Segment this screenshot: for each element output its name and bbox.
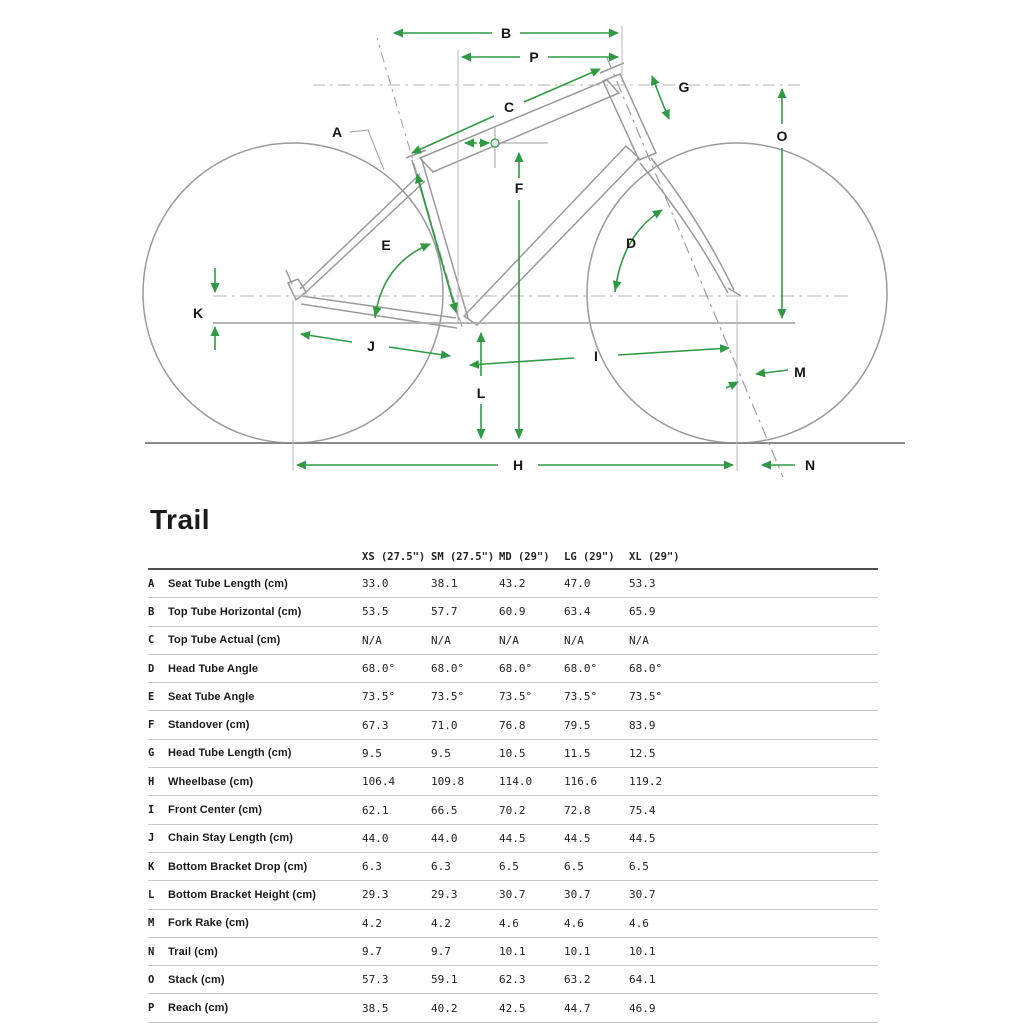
value-xl: 12.5: [629, 746, 656, 760]
value-md: 43.2: [499, 577, 526, 591]
row-label: Reach (cm): [168, 1002, 229, 1015]
table-row: [148, 711, 878, 739]
row-letter: G: [148, 747, 155, 760]
row-label: Front Center (cm): [168, 804, 262, 817]
page-title: Trail: [150, 504, 211, 535]
headset-top: [600, 63, 624, 73]
row-label: Bottom Bracket Drop (cm): [168, 860, 308, 873]
value-lg: 79.5: [564, 718, 591, 732]
value-md: 6.5: [499, 860, 519, 874]
size-header-row: [148, 546, 878, 570]
value-sm: 4.2: [431, 916, 451, 930]
value-xs: 44.0: [362, 831, 389, 845]
value-md: 42.5: [499, 1001, 526, 1015]
value-md: 10.5: [499, 746, 526, 760]
table-row: [148, 994, 878, 1022]
row-letter: D: [148, 662, 155, 675]
value-lg: 44.7: [564, 1001, 591, 1015]
value-xl: 6.5: [629, 860, 649, 874]
value-md: 10.1: [499, 945, 526, 958]
dim-label-B: B: [500, 25, 512, 41]
table-row: [148, 768, 878, 796]
value-xs: 38.5: [362, 1001, 389, 1015]
value-sm: 68.0°: [431, 662, 465, 676]
dim-label-F: F: [514, 180, 524, 196]
dim-label-D: D: [625, 235, 637, 251]
value-xs: N/A: [362, 633, 382, 647]
seat-stay-upper: [300, 174, 420, 289]
value-lg: 72.8: [564, 803, 591, 817]
value-md: 76.8: [499, 718, 526, 732]
value-xs: 29.3: [362, 888, 389, 902]
value-lg: 63.4: [564, 605, 591, 619]
value-md: 62.3: [499, 973, 526, 987]
value-xs: 53.5: [362, 605, 389, 619]
bike-geometry-diagram: [0, 0, 1024, 500]
value-lg: 4.6: [564, 916, 584, 930]
value-xs: 106.4: [362, 775, 396, 789]
size-header-xl: XL (29"): [629, 551, 680, 563]
row-label: Head Tube Angle: [168, 662, 259, 675]
value-xl: 30.7: [629, 888, 656, 902]
row-label: Standover (cm): [168, 719, 250, 732]
fork-blade-front: [651, 158, 734, 290]
value-sm: N/A: [431, 633, 451, 647]
value-xs: 57.3: [362, 973, 389, 987]
value-sm: 9.7: [431, 945, 451, 958]
value-sm: 57.7: [431, 605, 458, 619]
value-md: N/A: [499, 633, 519, 647]
dim-label-P: P: [529, 49, 539, 65]
row-letter: P: [148, 1002, 155, 1015]
value-md: 68.0°: [499, 662, 533, 676]
value-xl: 44.5: [629, 831, 656, 845]
dim-label-J: J: [367, 338, 375, 354]
bike-frame-drawing: [143, 63, 887, 443]
value-lg: N/A: [564, 633, 584, 647]
dim-I-right: [618, 348, 729, 355]
value-sm: 71.0: [431, 718, 458, 732]
down-tube: [464, 146, 639, 325]
value-xl: 73.5°: [629, 690, 663, 704]
dim-J-right: [389, 347, 450, 356]
row-label: Wheelbase (cm): [168, 775, 254, 788]
row-letter: I: [148, 804, 155, 817]
geometry-svg: [0, 0, 1024, 500]
value-sm: 9.5: [431, 746, 451, 760]
dimension-arrows: [215, 33, 795, 465]
value-xl: 10.1: [629, 945, 656, 958]
value-md: 114.0: [499, 775, 533, 789]
value-xl: 83.9: [629, 718, 656, 732]
table-row: [148, 881, 878, 909]
row-label: Trail (cm): [168, 945, 218, 958]
value-sm: 109.8: [431, 775, 465, 789]
row-letter: N: [148, 945, 155, 958]
row-label: Seat Tube Length (cm): [168, 577, 288, 590]
table-row: [148, 655, 878, 683]
value-xl: N/A: [629, 633, 649, 647]
fork-blade-rear: [640, 163, 728, 293]
dim-J-left: [301, 334, 352, 342]
value-lg: 11.5: [564, 746, 591, 760]
dim-G-up: [652, 76, 660, 97]
table-row: [148, 740, 878, 768]
value-xl: 53.3: [629, 577, 656, 591]
value-lg: 47.0: [564, 577, 591, 591]
front-dropout: [728, 288, 741, 296]
row-letter: O: [148, 973, 155, 986]
geometry-table: [148, 504, 878, 1023]
row-letter: H: [148, 775, 155, 788]
dim-label-E: E: [381, 237, 391, 253]
geometry-table-body: [148, 570, 878, 1023]
dim-label-O: O: [776, 128, 788, 144]
value-lg: 10.1: [564, 945, 591, 958]
value-xl: 64.1: [629, 973, 656, 987]
value-sm: 59.1: [431, 973, 458, 987]
row-label: Chain Stay Length (cm): [168, 832, 294, 845]
value-sm: 44.0: [431, 831, 458, 845]
seat-tube-right: [421, 157, 468, 318]
value-sm: 66.5: [431, 803, 458, 817]
value-xs: 9.7: [362, 945, 382, 958]
table-row: [148, 966, 878, 994]
value-md: 73.5°: [499, 690, 533, 704]
dim-E-tail: [375, 308, 377, 316]
dim-E-arc: [375, 244, 430, 318]
dim-label-A: A: [331, 124, 343, 140]
value-xs: 67.3: [362, 718, 389, 732]
standover-point-icon: [491, 139, 499, 147]
value-xl: 68.0°: [629, 662, 663, 676]
row-letter: K: [148, 860, 155, 873]
value-lg: 63.2: [564, 973, 591, 987]
dim-A-up: [417, 174, 436, 242]
dim-G-down: [660, 97, 669, 119]
table-row: [148, 853, 878, 881]
value-md: 60.9: [499, 605, 526, 619]
value-sm: 29.3: [431, 888, 458, 902]
value-xl: 4.6: [629, 916, 649, 930]
row-label: Bottom Bracket Height (cm): [168, 888, 317, 901]
value-xl: 46.9: [629, 1001, 656, 1015]
value-lg: 68.0°: [564, 662, 598, 676]
value-xs: 9.5: [362, 746, 382, 760]
row-label: Head Tube Length (cm): [168, 747, 292, 760]
dim-label-N: N: [804, 457, 816, 473]
dim-label-K: K: [192, 305, 204, 321]
row-label: Fork Rake (cm): [168, 917, 249, 930]
row-label: Top Tube Actual (cm): [168, 634, 281, 647]
label-a-leader: [350, 130, 384, 170]
value-sm: 73.5°: [431, 690, 465, 704]
value-xs: 62.1: [362, 803, 389, 817]
value-lg: 6.5: [564, 860, 584, 874]
dim-label-C: C: [503, 99, 515, 115]
value-md: 70.2: [499, 803, 526, 817]
row-letter: B: [148, 605, 155, 618]
dimension-labels: [193, 25, 815, 473]
value-xs: 33.0: [362, 577, 389, 591]
value-lg: 116.6: [564, 775, 598, 789]
dim-D-arc: [615, 210, 662, 292]
dim-M-leader: [756, 370, 788, 374]
dim-A-down: [436, 242, 456, 312]
value-lg: 44.5: [564, 831, 591, 845]
table-row: [148, 825, 878, 853]
dim-label-H: H: [512, 457, 524, 473]
head-tube: [603, 74, 656, 160]
value-sm: 38.1: [431, 577, 458, 591]
table-row: [148, 910, 878, 938]
dim-label-G: G: [678, 79, 690, 95]
value-xl: 119.2: [629, 775, 663, 789]
size-header-md: MD (29"): [499, 551, 550, 563]
value-sm: 40.2: [431, 1001, 458, 1015]
value-xl: 65.9: [629, 605, 656, 619]
table-row: [148, 796, 878, 824]
dim-label-M: M: [794, 364, 806, 380]
table-row: [148, 683, 878, 711]
row-letter: A: [148, 577, 155, 590]
value-lg: 73.5°: [564, 690, 598, 704]
dim-label-L: L: [476, 385, 486, 401]
row-label: Seat Tube Angle: [168, 690, 255, 703]
value-md: 44.5: [499, 831, 526, 845]
size-header-sm: SM (27.5"): [431, 551, 495, 563]
row-letter: F: [148, 719, 155, 732]
steering-axis: [607, 58, 783, 477]
dim-C-left: [412, 116, 494, 153]
value-lg: 30.7: [564, 888, 591, 902]
value-md: 30.7: [499, 888, 526, 902]
table-row: [148, 570, 878, 598]
value-md: 4.6: [499, 916, 519, 930]
dim-I-left: [470, 358, 574, 365]
row-letter: M: [148, 917, 155, 930]
row-letter: L: [148, 888, 155, 901]
table-row: [148, 938, 878, 966]
row-label: Stack (cm): [168, 973, 225, 986]
dim-M-tick: [726, 382, 738, 388]
value-xs: 6.3: [362, 860, 382, 874]
row-letter: J: [148, 832, 155, 845]
dim-label-I: I: [594, 348, 598, 364]
value-xs: 4.2: [362, 916, 382, 930]
table-row: [148, 627, 878, 655]
seat-stay-lower: [304, 181, 425, 294]
value-xs: 68.0°: [362, 662, 396, 676]
row-letter: C: [148, 634, 155, 647]
value-sm: 6.3: [431, 860, 451, 874]
row-letter: E: [148, 690, 155, 703]
value-xs: 73.5°: [362, 690, 396, 704]
table-row: [148, 598, 878, 626]
dim-D-tail: [615, 282, 617, 290]
value-xl: 75.4: [629, 803, 656, 817]
row-label: Top Tube Horizontal (cm): [168, 605, 302, 618]
size-header-lg: LG (29"): [564, 551, 615, 563]
size-header-xs: XS (27.5"): [362, 551, 426, 563]
